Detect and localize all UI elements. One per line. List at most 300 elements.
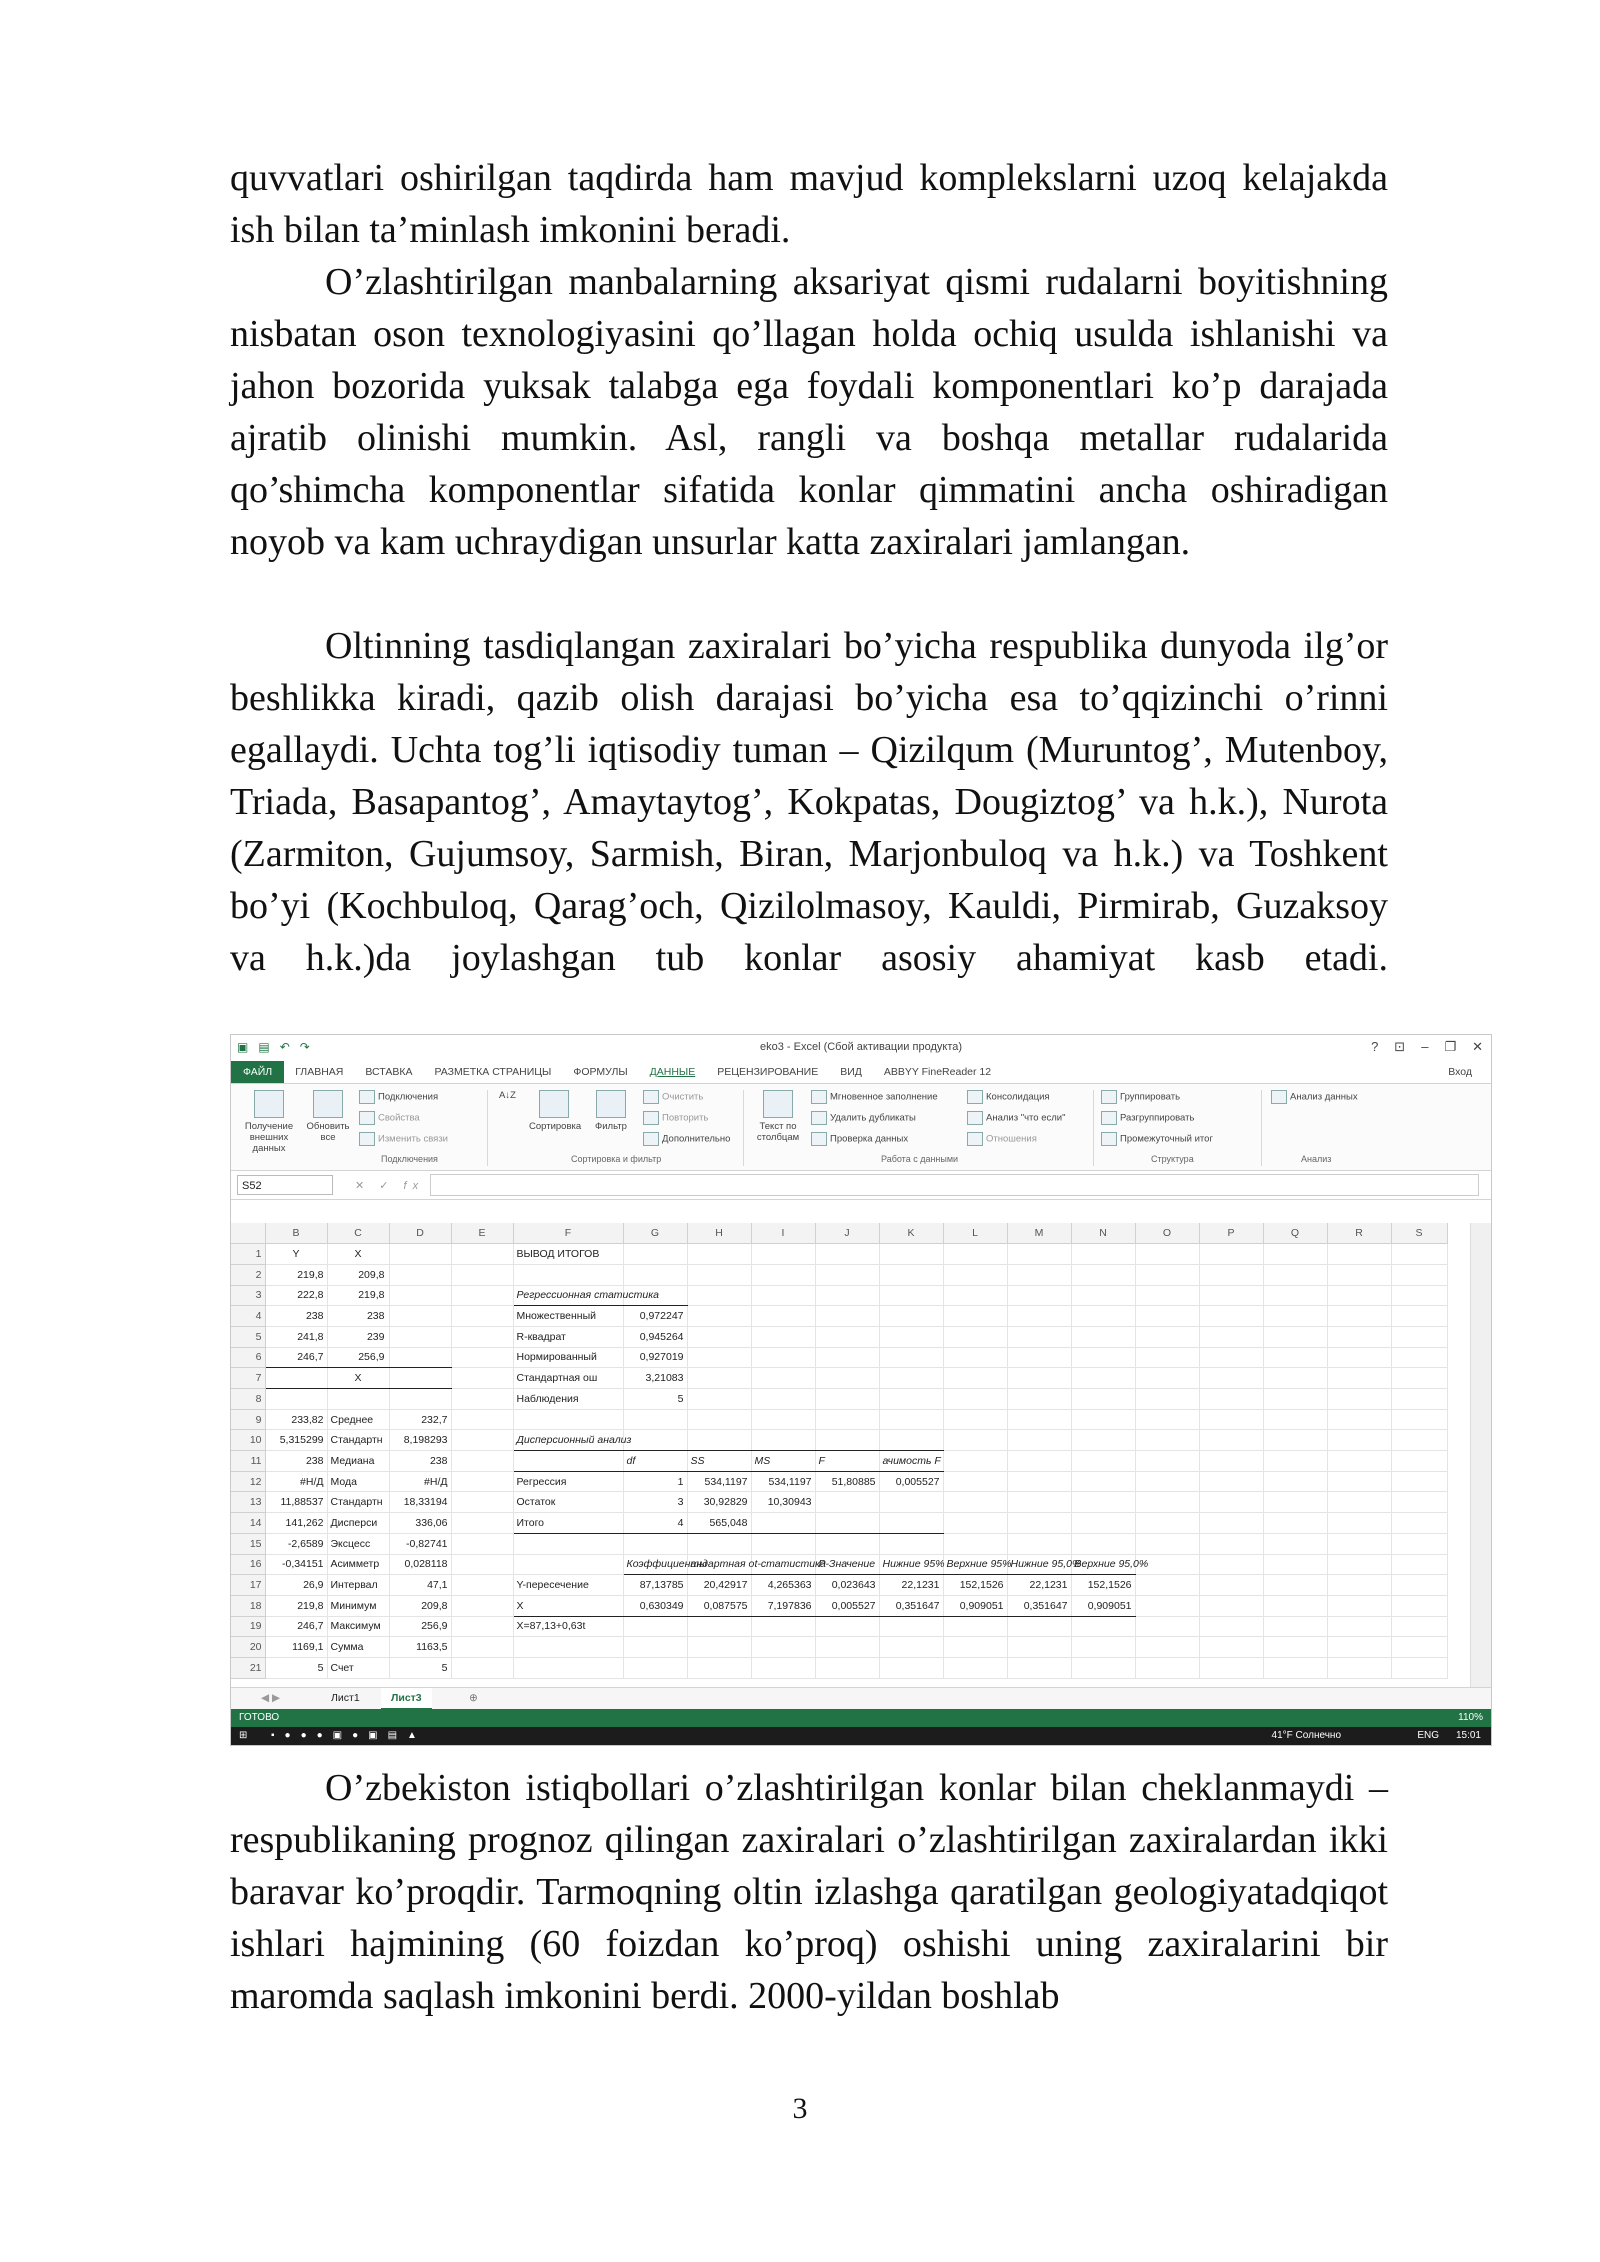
- cell[interactable]: [1391, 1492, 1447, 1513]
- cell[interactable]: [513, 1554, 623, 1575]
- cell[interactable]: 238: [265, 1306, 327, 1327]
- cell[interactable]: [687, 1657, 751, 1678]
- cell[interactable]: [1391, 1306, 1447, 1327]
- cell[interactable]: [1263, 1285, 1327, 1306]
- cell[interactable]: [451, 1657, 513, 1678]
- cell[interactable]: [815, 1306, 879, 1327]
- cell[interactable]: андартная о: [687, 1554, 751, 1575]
- cell[interactable]: [879, 1306, 943, 1327]
- cell[interactable]: 246,7: [265, 1347, 327, 1368]
- row-header[interactable]: 19: [231, 1616, 265, 1637]
- cell[interactable]: [1071, 1492, 1135, 1513]
- cell[interactable]: [1135, 1616, 1199, 1637]
- cell[interactable]: [943, 1513, 1007, 1534]
- cell[interactable]: [389, 1264, 451, 1285]
- cell[interactable]: [1007, 1637, 1071, 1658]
- cell[interactable]: [1007, 1244, 1071, 1265]
- cell[interactable]: [1007, 1389, 1071, 1410]
- cell[interactable]: [943, 1368, 1007, 1389]
- cell[interactable]: [451, 1368, 513, 1389]
- cell[interactable]: [1327, 1637, 1391, 1658]
- properties-button[interactable]: Свойства: [359, 1111, 420, 1125]
- cell[interactable]: [1071, 1326, 1135, 1347]
- vertical-scrollbar[interactable]: [1470, 1223, 1491, 1693]
- consolidate-button[interactable]: Консолидация: [967, 1090, 1050, 1104]
- cell[interactable]: [1071, 1409, 1135, 1430]
- cell[interactable]: [1071, 1389, 1135, 1410]
- cell[interactable]: [1135, 1347, 1199, 1368]
- cell[interactable]: [1199, 1430, 1263, 1451]
- cell[interactable]: [265, 1389, 327, 1410]
- ribbon-tab[interactable]: ВИД: [840, 1066, 862, 1078]
- cell[interactable]: [451, 1513, 513, 1534]
- cell[interactable]: 152,1526: [943, 1575, 1007, 1596]
- cell[interactable]: [1135, 1326, 1199, 1347]
- sheet-nav-icon[interactable]: ◀ ▶: [261, 1692, 281, 1704]
- undo-icon[interactable]: ↶: [279, 1040, 290, 1054]
- cell[interactable]: [513, 1533, 623, 1554]
- cell[interactable]: [327, 1389, 389, 1410]
- cell[interactable]: [1071, 1616, 1135, 1637]
- cell[interactable]: [879, 1347, 943, 1368]
- cell[interactable]: [943, 1637, 1007, 1658]
- cell[interactable]: [1391, 1368, 1447, 1389]
- ribbon-tab[interactable]: ABBYY FineReader 12: [883, 1066, 992, 1078]
- cell[interactable]: [1391, 1657, 1447, 1678]
- cell[interactable]: [1327, 1657, 1391, 1678]
- cell[interactable]: [1199, 1347, 1263, 1368]
- cell[interactable]: [1263, 1595, 1327, 1616]
- column-header[interactable]: B: [265, 1223, 327, 1244]
- cell[interactable]: 1163,5: [389, 1637, 451, 1658]
- save-icon[interactable]: ▤: [258, 1040, 270, 1054]
- cell[interactable]: Интервал: [327, 1575, 389, 1596]
- cell[interactable]: Эксцесс: [327, 1533, 389, 1554]
- ribbon-tab[interactable]: РАЗМЕТКА СТРАНИЦЫ: [434, 1066, 552, 1078]
- cell[interactable]: [1007, 1368, 1071, 1389]
- column-header[interactable]: O: [1135, 1223, 1199, 1244]
- cell[interactable]: 0,005527: [815, 1595, 879, 1616]
- cell[interactable]: [751, 1306, 815, 1327]
- cell[interactable]: [815, 1326, 879, 1347]
- cell[interactable]: [623, 1637, 687, 1658]
- cell[interactable]: [389, 1347, 451, 1368]
- row-header[interactable]: 2: [231, 1264, 265, 1285]
- window-controls[interactable]: [1371, 1039, 1483, 1055]
- cell[interactable]: [1199, 1575, 1263, 1596]
- cell[interactable]: [1135, 1492, 1199, 1513]
- connections-button[interactable]: Подключения: [359, 1090, 438, 1104]
- cell[interactable]: [623, 1264, 687, 1285]
- cell[interactable]: [451, 1389, 513, 1410]
- cell[interactable]: Нормированный: [513, 1347, 623, 1368]
- cell[interactable]: 246,7: [265, 1616, 327, 1637]
- column-header[interactable]: C: [327, 1223, 389, 1244]
- cell[interactable]: 152,1526: [1071, 1575, 1135, 1596]
- cell[interactable]: [1263, 1347, 1327, 1368]
- sign-in-link[interactable]: Вход: [1448, 1066, 1472, 1078]
- cell[interactable]: [1327, 1616, 1391, 1637]
- cell[interactable]: 4: [623, 1513, 687, 1534]
- cell[interactable]: [1327, 1492, 1391, 1513]
- cell[interactable]: [1135, 1533, 1199, 1554]
- cell[interactable]: -0,34151: [265, 1554, 327, 1575]
- cell[interactable]: [751, 1347, 815, 1368]
- clear-filter-button[interactable]: Очистить: [643, 1090, 703, 1104]
- cell[interactable]: [1327, 1368, 1391, 1389]
- cell[interactable]: [1327, 1306, 1391, 1327]
- cell[interactable]: [623, 1409, 687, 1430]
- cell[interactable]: [879, 1285, 943, 1306]
- cell[interactable]: [1327, 1471, 1391, 1492]
- cell[interactable]: [815, 1347, 879, 1368]
- cell[interactable]: [1007, 1657, 1071, 1678]
- cell[interactable]: Итого: [513, 1513, 623, 1534]
- cell[interactable]: [815, 1244, 879, 1265]
- cell[interactable]: [1263, 1264, 1327, 1285]
- cell[interactable]: [1135, 1637, 1199, 1658]
- cell[interactable]: [815, 1657, 879, 1678]
- ribbon-tab[interactable]: РЕЦЕНЗИРОВАНИЕ: [717, 1066, 819, 1078]
- row-header[interactable]: 7: [231, 1368, 265, 1389]
- cell[interactable]: [1199, 1513, 1263, 1534]
- cell[interactable]: [1263, 1430, 1327, 1451]
- cell[interactable]: [513, 1637, 623, 1658]
- cell[interactable]: [1263, 1533, 1327, 1554]
- cell[interactable]: [1071, 1657, 1135, 1678]
- cell[interactable]: 22,1231: [1007, 1575, 1071, 1596]
- cell[interactable]: [1071, 1244, 1135, 1265]
- cell[interactable]: [1199, 1554, 1263, 1575]
- cell[interactable]: [943, 1264, 1007, 1285]
- cell[interactable]: 219,8: [265, 1264, 327, 1285]
- cell[interactable]: [1007, 1306, 1071, 1327]
- cell[interactable]: [1199, 1451, 1263, 1472]
- cell[interactable]: [1391, 1554, 1447, 1575]
- cell[interactable]: 47,1: [389, 1575, 451, 1596]
- cell[interactable]: [1071, 1264, 1135, 1285]
- cell[interactable]: [1391, 1575, 1447, 1596]
- cell[interactable]: [1327, 1285, 1391, 1306]
- cell[interactable]: [687, 1409, 751, 1430]
- cell[interactable]: [1263, 1637, 1327, 1658]
- cell[interactable]: [1007, 1430, 1071, 1451]
- column-header[interactable]: D: [389, 1223, 451, 1244]
- cell[interactable]: [1263, 1657, 1327, 1678]
- cell[interactable]: [1135, 1244, 1199, 1265]
- cell[interactable]: #Н/Д: [265, 1471, 327, 1492]
- cell[interactable]: [879, 1368, 943, 1389]
- cell[interactable]: [1263, 1451, 1327, 1472]
- cell[interactable]: [943, 1306, 1007, 1327]
- cell[interactable]: [1327, 1326, 1391, 1347]
- filter-button[interactable]: Фильтр: [591, 1090, 631, 1132]
- cell[interactable]: [943, 1409, 1007, 1430]
- cell[interactable]: [879, 1637, 943, 1658]
- cell[interactable]: [623, 1244, 687, 1265]
- cell[interactable]: [1199, 1285, 1263, 1306]
- cell[interactable]: ачимость F: [879, 1451, 943, 1472]
- cell[interactable]: [1391, 1595, 1447, 1616]
- cell[interactable]: [1199, 1471, 1263, 1492]
- cell[interactable]: 0,351647: [1007, 1595, 1071, 1616]
- row-header[interactable]: 13: [231, 1492, 265, 1513]
- cell[interactable]: [623, 1430, 687, 1451]
- get-external-data-button[interactable]: Получение внешних данных: [239, 1090, 299, 1154]
- cell[interactable]: [389, 1244, 451, 1265]
- cell[interactable]: [389, 1306, 451, 1327]
- cell[interactable]: 0,630349: [623, 1595, 687, 1616]
- what-if-button[interactable]: Анализ "что если": [967, 1111, 1065, 1125]
- row-header[interactable]: 9: [231, 1409, 265, 1430]
- column-header[interactable]: Q: [1263, 1223, 1327, 1244]
- cell[interactable]: 232,7: [389, 1409, 451, 1430]
- cell[interactable]: [1007, 1285, 1071, 1306]
- cell[interactable]: Счет: [327, 1657, 389, 1678]
- cell[interactable]: [451, 1285, 513, 1306]
- cell[interactable]: [751, 1368, 815, 1389]
- cell[interactable]: [1135, 1430, 1199, 1451]
- cell[interactable]: [815, 1533, 879, 1554]
- cell[interactable]: [1199, 1657, 1263, 1678]
- cell[interactable]: [1263, 1554, 1327, 1575]
- cell[interactable]: [1135, 1471, 1199, 1492]
- row-header[interactable]: 12: [231, 1471, 265, 1492]
- cell[interactable]: [451, 1409, 513, 1430]
- row-header[interactable]: 11: [231, 1451, 265, 1472]
- cell[interactable]: [815, 1430, 879, 1451]
- cell[interactable]: [1199, 1595, 1263, 1616]
- row-header[interactable]: 14: [231, 1513, 265, 1534]
- cell[interactable]: [1199, 1389, 1263, 1410]
- cell[interactable]: [751, 1285, 815, 1306]
- cell[interactable]: [1071, 1637, 1135, 1658]
- cell[interactable]: Множественный: [513, 1306, 623, 1327]
- add-sheet-icon[interactable]: ⊕: [469, 1692, 478, 1704]
- cell[interactable]: [1263, 1326, 1327, 1347]
- cell[interactable]: [1007, 1471, 1071, 1492]
- cell[interactable]: [1199, 1244, 1263, 1265]
- cell[interactable]: [815, 1513, 879, 1534]
- cell[interactable]: Регрессионная статистика: [513, 1285, 623, 1306]
- cell[interactable]: [1135, 1306, 1199, 1327]
- refresh-all-button[interactable]: Обновить все: [303, 1090, 353, 1143]
- cell[interactable]: Нижние 95,0%: [1007, 1554, 1071, 1575]
- row-header[interactable]: 10: [231, 1430, 265, 1451]
- cell[interactable]: Остаток: [513, 1492, 623, 1513]
- cell[interactable]: 0,909051: [943, 1595, 1007, 1616]
- cell[interactable]: 51,80885: [815, 1471, 879, 1492]
- cell[interactable]: [451, 1244, 513, 1265]
- cell[interactable]: [751, 1326, 815, 1347]
- group-button[interactable]: Группировать: [1101, 1090, 1180, 1104]
- cell[interactable]: [1007, 1451, 1071, 1472]
- cell[interactable]: Верхние 95,0%: [1071, 1554, 1135, 1575]
- start-icon[interactable]: ⊞: [239, 1730, 248, 1741]
- cell[interactable]: [1199, 1637, 1263, 1658]
- cell[interactable]: [879, 1244, 943, 1265]
- column-header[interactable]: K: [879, 1223, 943, 1244]
- cell[interactable]: [451, 1533, 513, 1554]
- cell[interactable]: 209,8: [389, 1595, 451, 1616]
- cell[interactable]: [1007, 1264, 1071, 1285]
- cell[interactable]: [1199, 1368, 1263, 1389]
- cell[interactable]: 8,198293: [389, 1430, 451, 1451]
- cell[interactable]: [751, 1533, 815, 1554]
- window-control-button[interactable]: ✕: [1472, 1039, 1483, 1054]
- column-header[interactable]: N: [1071, 1223, 1135, 1244]
- cell[interactable]: Верхние 95%: [943, 1554, 1007, 1575]
- cell[interactable]: [815, 1616, 879, 1637]
- cell[interactable]: [879, 1326, 943, 1347]
- sheet-tab-3[interactable]: Лист3: [381, 1688, 432, 1710]
- relationships-button[interactable]: Отношения: [967, 1132, 1037, 1146]
- cell[interactable]: 5,315299: [265, 1430, 327, 1451]
- cell[interactable]: [1327, 1347, 1391, 1368]
- cell[interactable]: [943, 1244, 1007, 1265]
- cell[interactable]: [1135, 1368, 1199, 1389]
- cell[interactable]: [1327, 1595, 1391, 1616]
- row-header[interactable]: 1: [231, 1244, 265, 1265]
- cell[interactable]: [687, 1306, 751, 1327]
- row-header[interactable]: 3: [231, 1285, 265, 1306]
- cell[interactable]: -0,82741: [389, 1533, 451, 1554]
- cell[interactable]: [1327, 1389, 1391, 1410]
- cell[interactable]: [1263, 1306, 1327, 1327]
- cell[interactable]: [943, 1285, 1007, 1306]
- cell[interactable]: [451, 1347, 513, 1368]
- cell[interactable]: [1007, 1326, 1071, 1347]
- cell[interactable]: [1391, 1637, 1447, 1658]
- cell[interactable]: [879, 1492, 943, 1513]
- cell[interactable]: 30,92829: [687, 1492, 751, 1513]
- cell[interactable]: [1263, 1389, 1327, 1410]
- cell[interactable]: [1327, 1575, 1391, 1596]
- cell[interactable]: [1391, 1285, 1447, 1306]
- data-validation-button[interactable]: Проверка данных: [811, 1132, 908, 1146]
- cell[interactable]: 7,197836: [751, 1595, 815, 1616]
- cell[interactable]: [1071, 1430, 1135, 1451]
- taskbar-apps-icon[interactable]: ▪●●●▣●▣▤▲: [271, 1730, 427, 1741]
- cell[interactable]: [1391, 1430, 1447, 1451]
- cell[interactable]: [815, 1389, 879, 1410]
- column-header[interactable]: I: [751, 1223, 815, 1244]
- cell[interactable]: [1007, 1347, 1071, 1368]
- cell[interactable]: Стандартная ош: [513, 1368, 623, 1389]
- cell[interactable]: [815, 1492, 879, 1513]
- cell[interactable]: 238: [265, 1451, 327, 1472]
- cell[interactable]: t-статистика: [751, 1554, 815, 1575]
- cell[interactable]: Дисперси: [327, 1513, 389, 1534]
- cell[interactable]: [513, 1264, 623, 1285]
- row-header[interactable]: 5: [231, 1326, 265, 1347]
- cell[interactable]: [687, 1430, 751, 1451]
- row-header[interactable]: 18: [231, 1595, 265, 1616]
- cell[interactable]: -2,6589: [265, 1533, 327, 1554]
- cell[interactable]: [943, 1347, 1007, 1368]
- cell[interactable]: [1135, 1595, 1199, 1616]
- cell[interactable]: [623, 1616, 687, 1637]
- column-header[interactable]: E: [451, 1223, 513, 1244]
- cell[interactable]: [1135, 1264, 1199, 1285]
- cell[interactable]: 4,265363: [751, 1575, 815, 1596]
- zoom-level[interactable]: 110%: [1458, 1712, 1483, 1723]
- cell[interactable]: Нижние 95%: [879, 1554, 943, 1575]
- ribbon-tabs[interactable]: [231, 1061, 1491, 1083]
- cell[interactable]: [943, 1389, 1007, 1410]
- cell[interactable]: 0,909051: [1071, 1595, 1135, 1616]
- cell[interactable]: 534,1197: [687, 1471, 751, 1492]
- cell[interactable]: [687, 1347, 751, 1368]
- cell[interactable]: [687, 1326, 751, 1347]
- cell[interactable]: Сумма: [327, 1637, 389, 1658]
- sheet-tab-1[interactable]: Лист1: [331, 1692, 360, 1704]
- row-header[interactable]: 16: [231, 1554, 265, 1575]
- row-header[interactable]: 17: [231, 1575, 265, 1596]
- cell[interactable]: [687, 1616, 751, 1637]
- edit-links-button[interactable]: Изменить связи: [359, 1132, 448, 1146]
- cell[interactable]: [451, 1430, 513, 1451]
- name-box[interactable]: S52: [237, 1175, 333, 1195]
- cell[interactable]: Мода: [327, 1471, 389, 1492]
- cell[interactable]: [1263, 1575, 1327, 1596]
- cell[interactable]: [1199, 1326, 1263, 1347]
- cell[interactable]: 11,88537: [265, 1492, 327, 1513]
- worksheet-grid[interactable]: [231, 1223, 1471, 1683]
- cell[interactable]: [451, 1575, 513, 1596]
- cell[interactable]: 0,972247: [623, 1306, 687, 1327]
- ribbon-tab[interactable]: ГЛАВНАЯ: [295, 1066, 344, 1078]
- cell[interactable]: 256,9: [327, 1347, 389, 1368]
- cell[interactable]: [751, 1616, 815, 1637]
- cell[interactable]: [815, 1285, 879, 1306]
- cell[interactable]: [389, 1389, 451, 1410]
- cell[interactable]: [1135, 1575, 1199, 1596]
- window-control-button[interactable]: ❐: [1444, 1039, 1457, 1054]
- cell[interactable]: [815, 1637, 879, 1658]
- cell[interactable]: Медиана: [327, 1451, 389, 1472]
- cell[interactable]: [1007, 1533, 1071, 1554]
- row-header[interactable]: 21: [231, 1657, 265, 1678]
- column-header[interactable]: G: [623, 1223, 687, 1244]
- cell[interactable]: [687, 1389, 751, 1410]
- cell[interactable]: Коэффициенты: [623, 1554, 687, 1575]
- cell[interactable]: X: [513, 1595, 623, 1616]
- cell[interactable]: [687, 1285, 751, 1306]
- text-to-columns-button[interactable]: Текст по столбцам: [751, 1090, 805, 1143]
- cell[interactable]: 3,21083: [623, 1368, 687, 1389]
- cell[interactable]: [1327, 1264, 1391, 1285]
- cell[interactable]: [1391, 1389, 1447, 1410]
- cell[interactable]: [687, 1264, 751, 1285]
- cell[interactable]: [943, 1616, 1007, 1637]
- cell[interactable]: [687, 1637, 751, 1658]
- cell[interactable]: 10,30943: [751, 1492, 815, 1513]
- remove-duplicates-button[interactable]: Удалить дубликаты: [811, 1111, 916, 1125]
- ungroup-button[interactable]: Разгруппировать: [1101, 1111, 1194, 1125]
- cell[interactable]: 87,13785: [623, 1575, 687, 1596]
- cell[interactable]: [1135, 1285, 1199, 1306]
- cell[interactable]: 241,8: [265, 1326, 327, 1347]
- cell[interactable]: [815, 1368, 879, 1389]
- cell[interactable]: [451, 1451, 513, 1472]
- cell[interactable]: [879, 1264, 943, 1285]
- cell[interactable]: Среднее: [327, 1409, 389, 1430]
- cell[interactable]: [1263, 1471, 1327, 1492]
- cell[interactable]: Стандартн: [327, 1430, 389, 1451]
- cell[interactable]: [451, 1492, 513, 1513]
- cell[interactable]: 0,087575: [687, 1595, 751, 1616]
